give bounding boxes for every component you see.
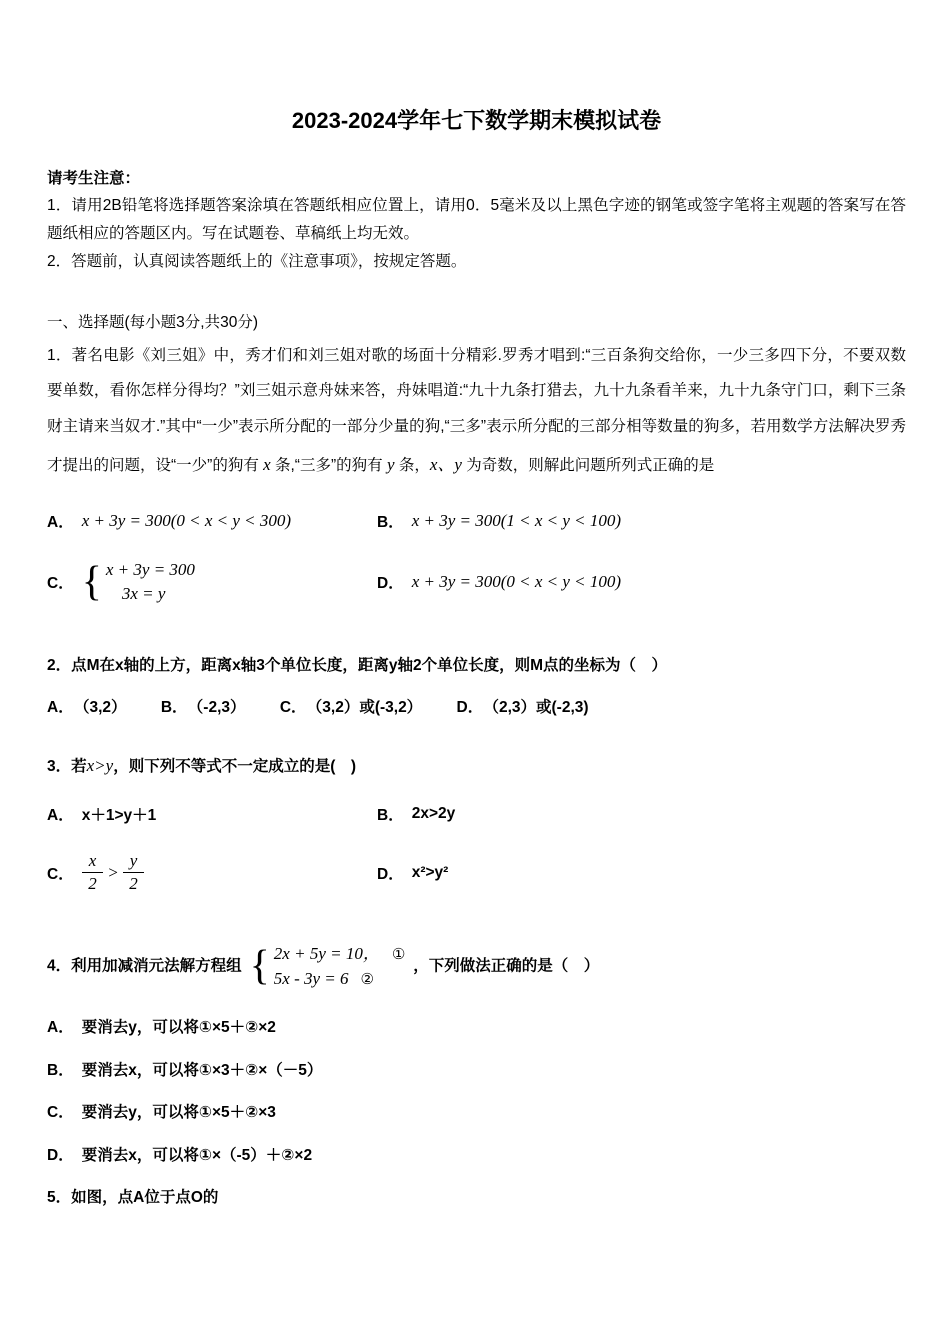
option-a-text: （3,2） bbox=[81, 699, 127, 717]
fraction-left bbox=[82, 851, 104, 895]
question-2-stem: 2．点M在x轴的上方，距离x轴3个单位长度，距离y轴2个单位长度，则M点的坐标为（ ） bbox=[47, 657, 668, 675]
q3-inequality: x>y bbox=[86, 755, 114, 775]
option-b-label: B． bbox=[160, 699, 188, 717]
option-d-text: x²>y² bbox=[411, 863, 449, 881]
option-c-text: 要消去y，可以将①×5＋②×3 bbox=[81, 1104, 276, 1122]
question-3-stem bbox=[47, 752, 906, 781]
question-2-option-d bbox=[457, 699, 589, 716]
option-b-text: 要消去x，可以将①×3＋②×（－5） bbox=[81, 1061, 323, 1079]
question-4-stem bbox=[47, 942, 906, 991]
left-brace: { bbox=[249, 943, 270, 990]
option-c-label: C． bbox=[47, 575, 74, 593]
option-a-text: 要消去y，可以将①×5＋②×2 bbox=[81, 1018, 276, 1036]
option-b-label: B． bbox=[377, 513, 404, 531]
question-5-stem: 5．如图，点A位于点O的 bbox=[47, 1188, 219, 1206]
question-4-option-a bbox=[47, 1016, 906, 1041]
option-c-label: C． bbox=[47, 865, 74, 883]
relation-sign: > bbox=[107, 862, 119, 882]
fraction-denominator: 2 bbox=[129, 874, 138, 894]
q1-text-4: 为奇数，则解此问题所列式正确的是 bbox=[466, 456, 715, 474]
question-1-option-c bbox=[47, 558, 377, 607]
question-3-options-row-2 bbox=[47, 851, 906, 895]
option-a-label: A． bbox=[47, 513, 74, 531]
option-a-label: A． bbox=[47, 1018, 74, 1036]
option-d-text: （2,3）或(-2,3) bbox=[491, 699, 589, 717]
question-3-option-c bbox=[47, 851, 377, 895]
question-1-option-b bbox=[377, 510, 906, 532]
option-b-formula: x + 3y = 300(1 < x < y < 100) bbox=[411, 510, 622, 530]
question-2-option-a bbox=[47, 699, 127, 716]
option-b-text: （-2,3） bbox=[195, 699, 246, 717]
option-d-text: 要消去x，可以将①×（-5）＋②×2 bbox=[81, 1147, 313, 1165]
q1-var-x: x bbox=[263, 454, 271, 474]
option-b-label: B． bbox=[47, 1061, 74, 1079]
equation-2: 5x - 3y = 6 bbox=[273, 969, 349, 989]
q3-text-post: ，则下列不等式不一定成立的是( ) bbox=[113, 757, 357, 775]
notice-header: 请考生注意： bbox=[47, 170, 141, 187]
question-4 bbox=[47, 942, 906, 1168]
question-4-option-c bbox=[47, 1101, 906, 1126]
q1-text-1: 1．著名电影《刘三姐》中，秀才们和刘三姐对歌的场面十分精彩.罗秀才唱到:“三百条狗交给你，一少三多四下分，不要双数要单数，看你怎样分得均？”刘三姐示意舟妹来答，舟妹唱道:“九十九条打猎去，九十九条看羊来，九十九条守门口，剩下三条财主请来当奴才.”其中“一少”表示所分配的一部分少量的狗,“三多”表示所分配的三部分相等数量的狗多，若用数学方法解决罗秀才提出的问题，设“一少”的狗有 bbox=[47, 346, 906, 474]
option-c-label: C． bbox=[279, 699, 307, 717]
circled-2: ② bbox=[360, 971, 374, 989]
option-d-label: D． bbox=[47, 1147, 74, 1165]
q1-text-2: 条,“三多”的狗有 bbox=[275, 456, 383, 474]
question-4-options bbox=[47, 1016, 906, 1169]
option-d-label: D． bbox=[377, 865, 404, 883]
question-1-stem bbox=[47, 338, 906, 484]
question-2-option-c bbox=[280, 699, 422, 716]
circled-1: ① bbox=[391, 946, 406, 964]
fraction-inequality bbox=[82, 851, 145, 895]
equation-line-1 bbox=[274, 942, 406, 967]
option-c-label: C． bbox=[47, 1104, 74, 1122]
question-3-option-a bbox=[47, 803, 377, 825]
question-1-options-row-1 bbox=[47, 510, 906, 532]
fraction-right bbox=[123, 851, 145, 895]
left-brace: { bbox=[81, 558, 102, 605]
option-c-text: （3,2）或(-3,2） bbox=[314, 699, 423, 717]
q3-text-pre: 3．若 bbox=[47, 757, 87, 775]
equation-system bbox=[82, 558, 195, 607]
section-1-heading: 一、选择题(每小题3分,共30分) bbox=[47, 313, 258, 331]
q4-text-2: ，下列做法正确的是（ ） bbox=[413, 958, 600, 976]
equation-line-2 bbox=[274, 967, 406, 992]
question-2-options bbox=[47, 695, 906, 721]
equation-line-1: x + 3y = 300 bbox=[105, 559, 195, 579]
equation-lines bbox=[106, 558, 195, 607]
option-d-label: D． bbox=[377, 575, 404, 593]
question-2 bbox=[47, 653, 906, 722]
question-3-option-b bbox=[377, 803, 906, 825]
option-b-label: B． bbox=[377, 806, 404, 824]
question-1-option-a bbox=[47, 510, 377, 532]
equation-system bbox=[250, 942, 406, 991]
fraction-numerator: x bbox=[82, 851, 104, 873]
equation-1: 2x + 5y = 10， bbox=[273, 944, 380, 964]
question-4-option-b bbox=[47, 1059, 906, 1084]
equation-line-2: 3x = y bbox=[121, 584, 166, 604]
option-d-label: D． bbox=[456, 699, 484, 717]
option-a-text: x＋1>y＋1 bbox=[81, 806, 157, 824]
q4-text-1: 4．利用加减消元法解方程组 bbox=[47, 958, 242, 976]
question-4-option-d bbox=[47, 1144, 906, 1169]
option-d-formula: x + 3y = 300(0 < x < y < 100) bbox=[411, 572, 622, 592]
question-1 bbox=[47, 338, 906, 607]
question-3 bbox=[47, 752, 906, 895]
question-3-options-row-1 bbox=[47, 803, 906, 825]
q1-vars-xy: x、y bbox=[429, 454, 462, 474]
question-2-option-b bbox=[161, 699, 246, 716]
option-b-text: 2x>2y bbox=[411, 804, 456, 822]
question-1-option-d bbox=[377, 571, 906, 593]
fraction-numerator: y bbox=[123, 851, 145, 873]
option-a-label: A． bbox=[47, 699, 74, 717]
option-a-label: A． bbox=[47, 806, 74, 824]
fraction-denominator: 2 bbox=[88, 874, 97, 894]
q1-var-y: y bbox=[386, 454, 395, 474]
notice-item-2: 2．答题前，认真阅读答题纸上的《注意事项》，按规定答题。 bbox=[47, 252, 467, 270]
question-3-option-d bbox=[377, 862, 906, 884]
candidate-notice bbox=[47, 165, 906, 276]
equation-lines bbox=[274, 942, 406, 991]
question-1-options-row-2 bbox=[47, 558, 906, 607]
notice-item-1: 1．请用2B铅笔将选择题答案涂填在答题纸相应位置上，请用0．5毫米及以上黑色字迹的钢笔或签字笔将主观题的答案写在答题纸相应的答题区内。写在试题卷、草稿纸上均无效。 bbox=[47, 197, 906, 243]
option-a-formula: x + 3y = 300(0 < x < y < 300) bbox=[81, 510, 292, 530]
exam-title: 2023-2024学年七下数学期末模拟试卷 bbox=[291, 108, 662, 133]
q1-text-3: 条， bbox=[398, 456, 430, 474]
